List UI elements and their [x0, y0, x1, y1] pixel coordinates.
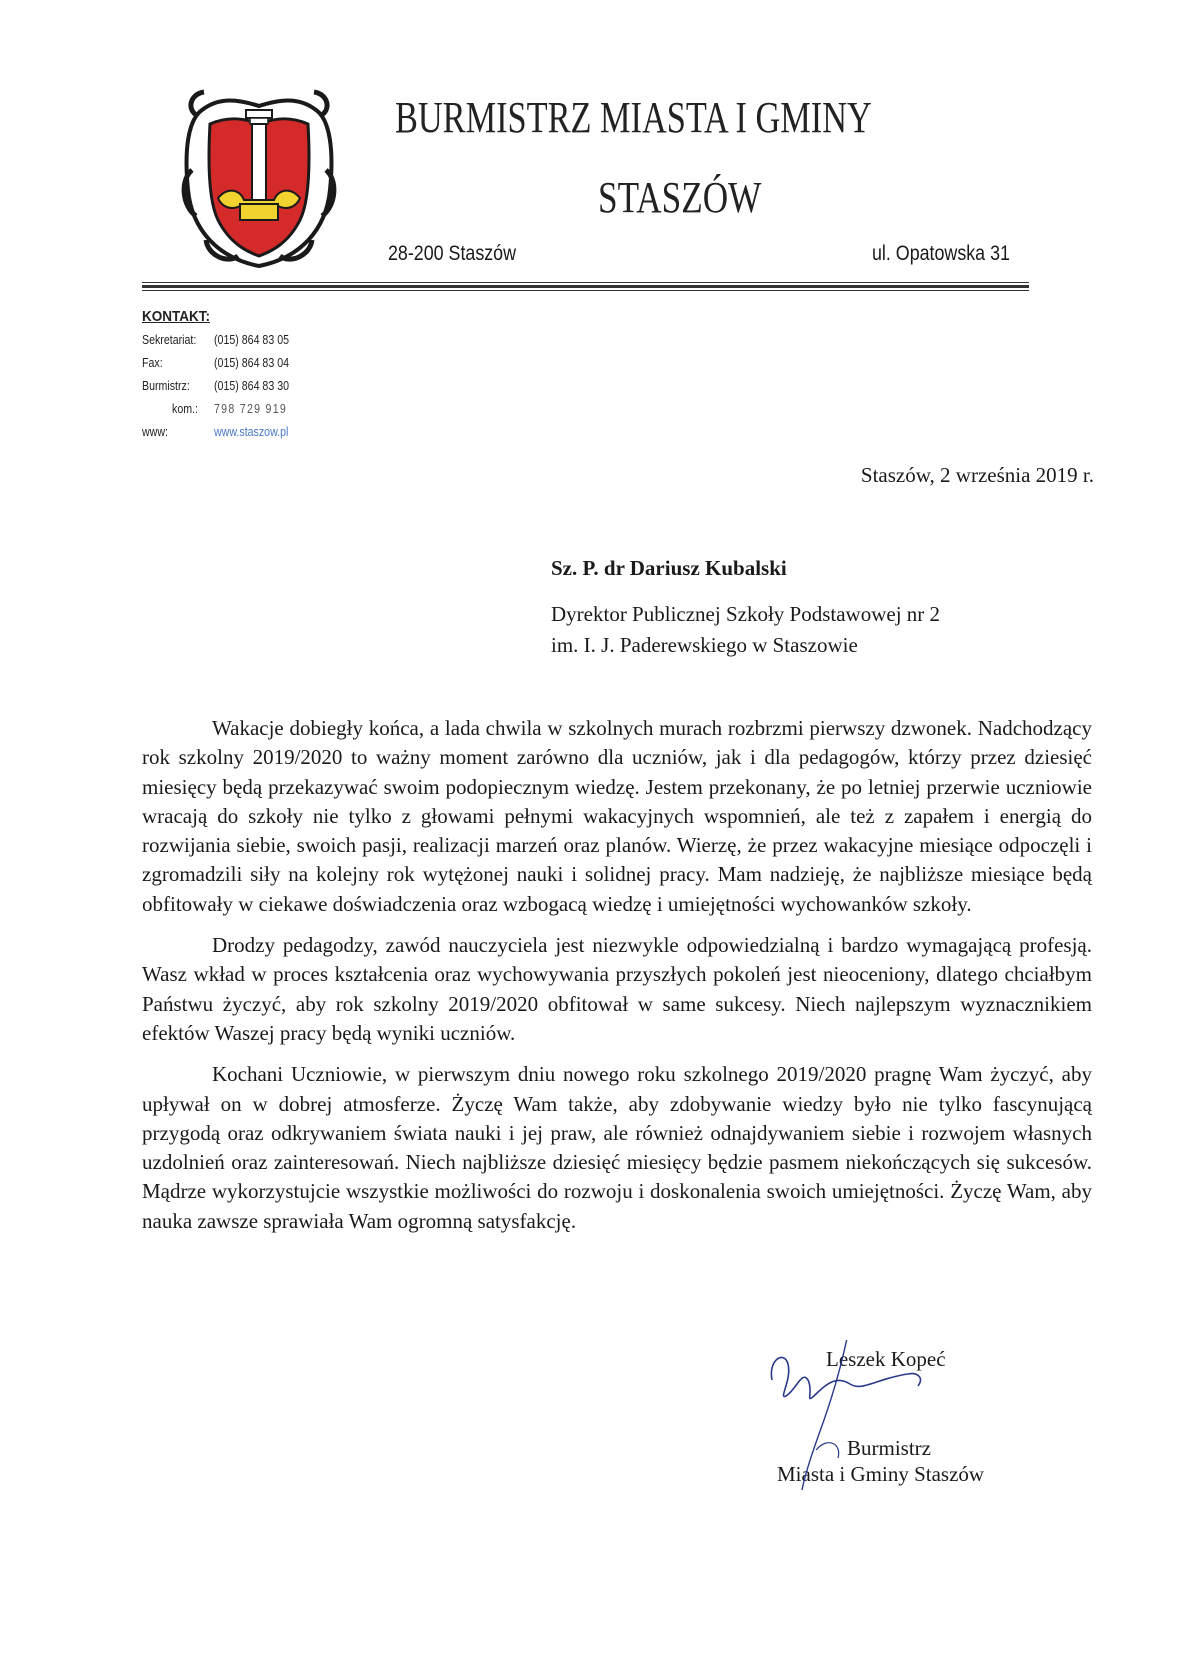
- signatory-role-line1: Burmistrz: [847, 1436, 931, 1460]
- body-paragraph: Drodzy pedagodzy, zawód nauczyciela jest niezwykle odpowiedzialną i bardzo wymagającą profesją. Wasz wkład w proces kształcenia oraz wychowywania przyszłych pokoleń jest nieoceniony, dlatego chciałbym Państwu życzyć, aby rok szkolny 2019/2020 obfitował w same sukcesy. Niech najlepszym wyznacznikiem efektów Waszej pracy będą wyniki uczniów.: [142, 933, 1092, 1045]
- recipient-title-line2: im. I. J. Paderewskiego w Staszowie: [551, 633, 858, 657]
- contact-label: www:: [142, 425, 168, 439]
- header-divider-thin-top: [142, 282, 1029, 283]
- body-paragraph: Wakacje dobiegły końca, a lada chwila w szkolnych murach rozbrzmi pierwszy dzwonek. Nadchodzący rok szkolny 2019/2020 to ważny moment zarówno dla uczniów, jak i dla pedagogów, którzy przez dziesięć miesięcy będą przekazywać swoim podopiecznym wiedzę. Jestem przekonany, że po letniej przerwie uczniowie wracają do szkoły nie tylko z głowami pełnymi wakacyjnych wspomnień, ale też z zapałem i energią do rozwijania siebie, swoich pasji, realizacji marzeń oraz planów. Wierzę, że przez wakacyjne miesiące odpoczęli i zgromadzili siły na kolejny rok wytężonej nauki i solidnej pracy. Mam nadzieję, że najbliższe miesiące będą obfitowały w ciekawe doświadczenia oraz wzbogacą wiedzę i umiejętności wychowanków szkoły.: [142, 716, 1092, 916]
- coat-of-arms-crest: [178, 80, 340, 270]
- signatory-role-line2: Miasta i Gminy Staszów: [777, 1462, 985, 1486]
- contact-row-mobile: [142, 402, 372, 425]
- contact-value: (015) 864 83 04: [214, 356, 290, 370]
- body-paragraph: Kochani Uczniowie, w pierwszym dniu nowego roku szkolnego 2019/2020 pragnę Wam życzyć, aby upływał on w dobrej atmosferze. Życzę Wam także, aby zdobywanie wiedzy było nie tylko fascynującą przygodą oraz odkrywaniem świata nauki i jej praw, ale również odnajdywaniem siebie i rozwojem własnych uzdolnień oraz zainteresowań. Niech najbliższe dziesięć miesięcy będzie pasmem niekończących się sukcesów. Mądrze wykorzystujcie wszystkie możliwości do rozwoju i doskonalenia swoich umiejętności. Życzę Wam, aby nauka zawsze sprawiała Wam ogromną satysfakcję.: [142, 1062, 1092, 1233]
- header-title-line2: STASZÓW: [598, 173, 762, 222]
- contact-heading: KONTAKT:: [142, 308, 210, 325]
- letter-date: Staszów, 2 września 2019 r.: [860, 463, 1094, 487]
- contact-label: kom.:: [172, 402, 198, 416]
- signatory-name: Leszek Kopeć: [826, 1347, 946, 1371]
- contact-label: Burmistrz:: [142, 379, 190, 393]
- contact-value: (015) 864 83 30: [214, 379, 290, 393]
- contact-row-burmistrz: [142, 379, 372, 402]
- header-postal-address: 28-200 Staszów: [388, 242, 517, 265]
- contact-label: Sekretariat:: [142, 333, 197, 347]
- header-title-line1: BURMISTRZ MIASTA I GMINY: [395, 93, 872, 142]
- header-street-address: ul. Opatowska 31: [872, 242, 1010, 265]
- contact-row-fax: [142, 356, 372, 379]
- contact-label: Fax:: [142, 356, 163, 370]
- recipient-name: Sz. P. dr Dariusz Kubalski: [551, 556, 787, 580]
- website-link[interactable]: www.staszow.pl: [214, 425, 289, 439]
- letter-body: [142, 714, 1092, 1248]
- recipient-title-line1: Dyrektor Publicznej Szkoły Podstawowej nr 2: [551, 602, 941, 626]
- header-divider-thin-bottom: [142, 290, 1029, 291]
- signature-block: [758, 1340, 1058, 1500]
- contact-row-sekretariat: [142, 333, 372, 356]
- contact-value: (015) 864 83 05: [214, 333, 290, 347]
- header-divider-thick: [142, 285, 1029, 288]
- contact-block: [142, 308, 372, 448]
- contact-row-www: [142, 425, 372, 448]
- contact-value: 798 729 919: [214, 402, 288, 416]
- recipient-block: [551, 556, 940, 661]
